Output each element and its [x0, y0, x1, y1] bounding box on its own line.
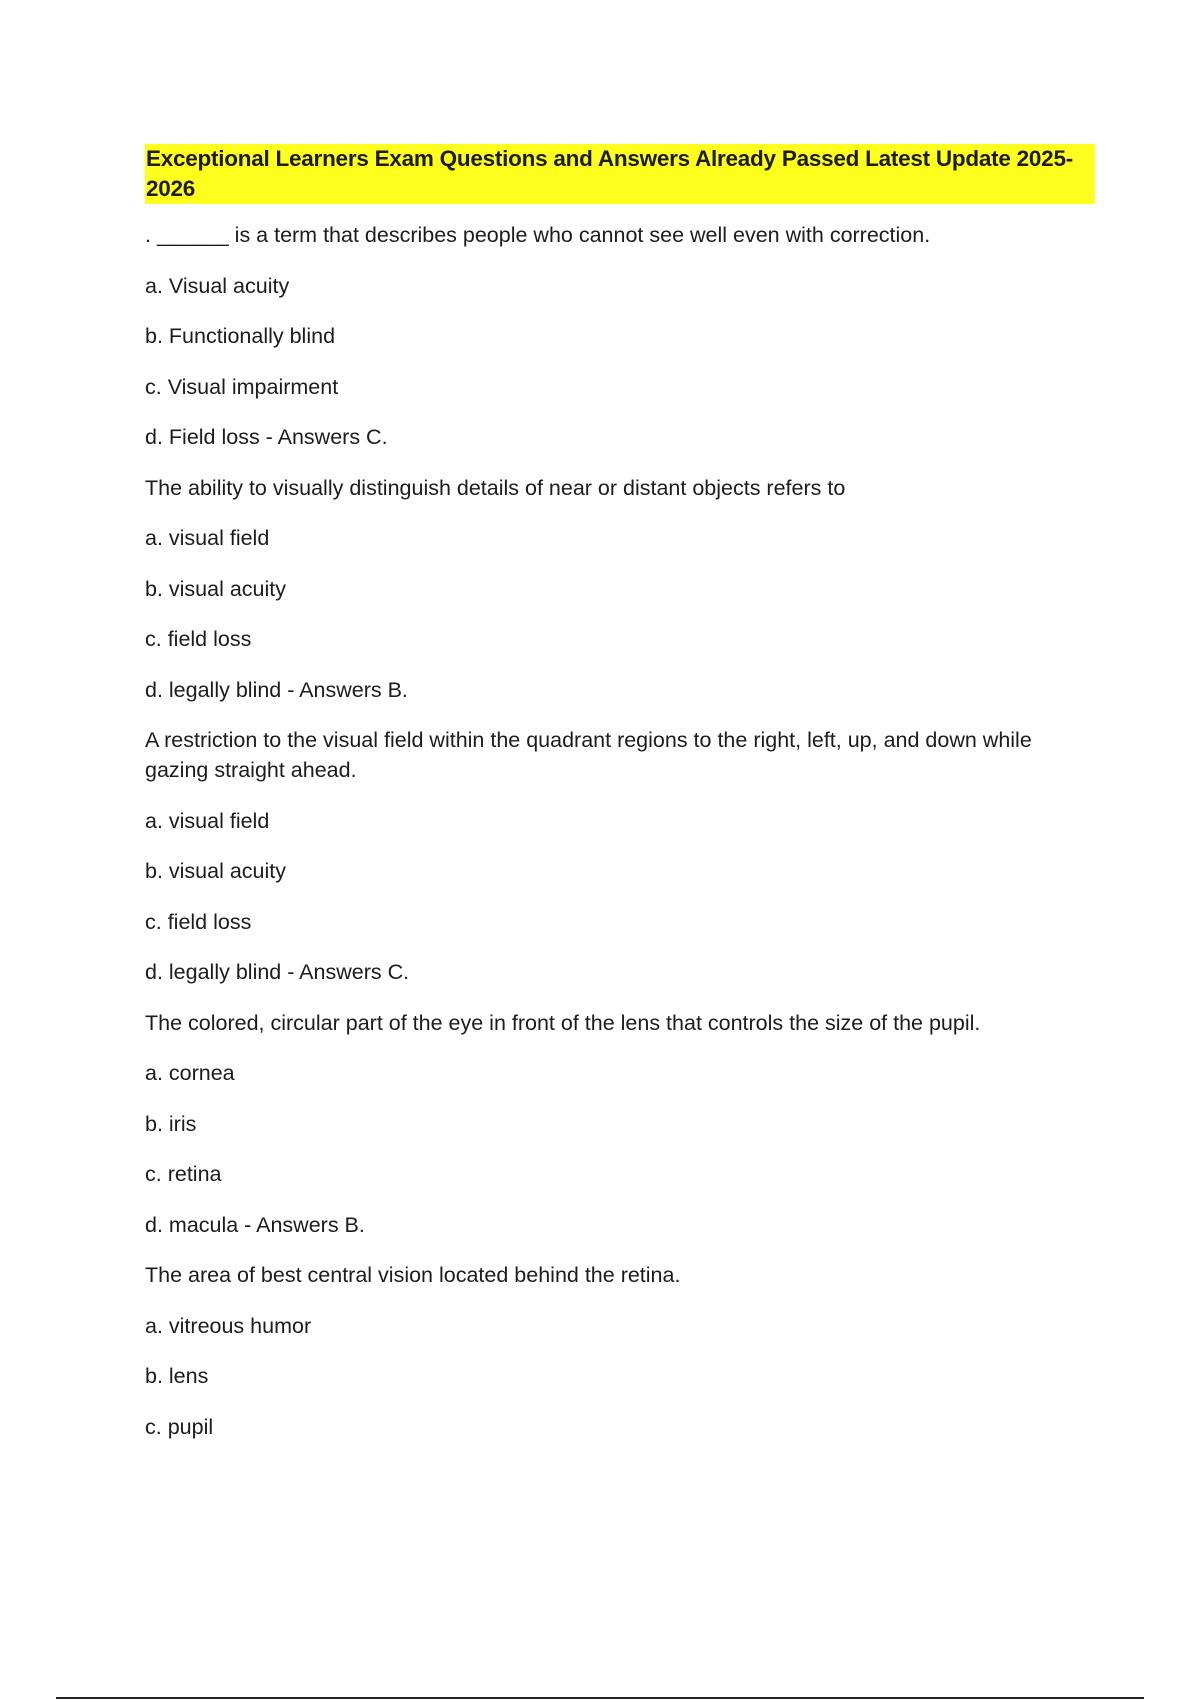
q2-option-d-answer: d. legally blind - Answers B.: [145, 677, 408, 702]
q2-option-b: b. visual acuity: [145, 576, 287, 601]
q1-option-a: a. Visual acuity: [145, 273, 290, 298]
q1-option-b: b. Functionally blind: [145, 324, 336, 348]
question-1: . ______ is a term that describes people who cannot see well even with correction.: [145, 223, 931, 247]
q4-option-c: c. retina: [145, 1162, 222, 1186]
q5-option-a: a. vitreous humor: [145, 1313, 312, 1338]
document-body: [145, 144, 1095, 1462]
q4-option-a: a. cornea: [145, 1061, 235, 1085]
q3-option-a: a. visual field: [145, 808, 270, 833]
q1-option-c: c. Visual impairment: [145, 374, 339, 399]
q3-option-c: c. field loss: [145, 909, 252, 934]
q5-option-c: c. pupil: [145, 1414, 214, 1439]
question-5: The area of best central vision located behind the retina.: [145, 1263, 681, 1287]
document-title: Exceptional Learners Exam Questions and Answers Already Passed Latest Update 2025-2026: [145, 144, 1095, 204]
q5-option-b: b. lens: [145, 1364, 209, 1388]
q3-option-b: b. visual acuity: [145, 859, 287, 883]
question-3: A restriction to the visual field within the quadrant regions to the right, left, up, and down while gazing straight ahead.: [145, 728, 1032, 782]
question-2: The ability to visually distinguish details of near or distant objects refers to: [145, 475, 846, 500]
page-bottom-rule: [56, 1697, 1144, 1699]
q2-option-a: a. visual field: [145, 526, 270, 550]
q4-option-d-answer: d. macula - Answers B.: [145, 1212, 365, 1237]
q3-option-d-answer: d. legally blind - Answers C.: [145, 960, 410, 984]
q4-option-b: b. iris: [145, 1111, 197, 1136]
question-4: The colored, circular part of the eye in front of the lens that controls the size of the pupil.: [145, 1010, 981, 1035]
q2-option-c: c. field loss: [145, 627, 252, 651]
q1-option-d-answer: d. Field loss - Answers C.: [145, 425, 388, 449]
